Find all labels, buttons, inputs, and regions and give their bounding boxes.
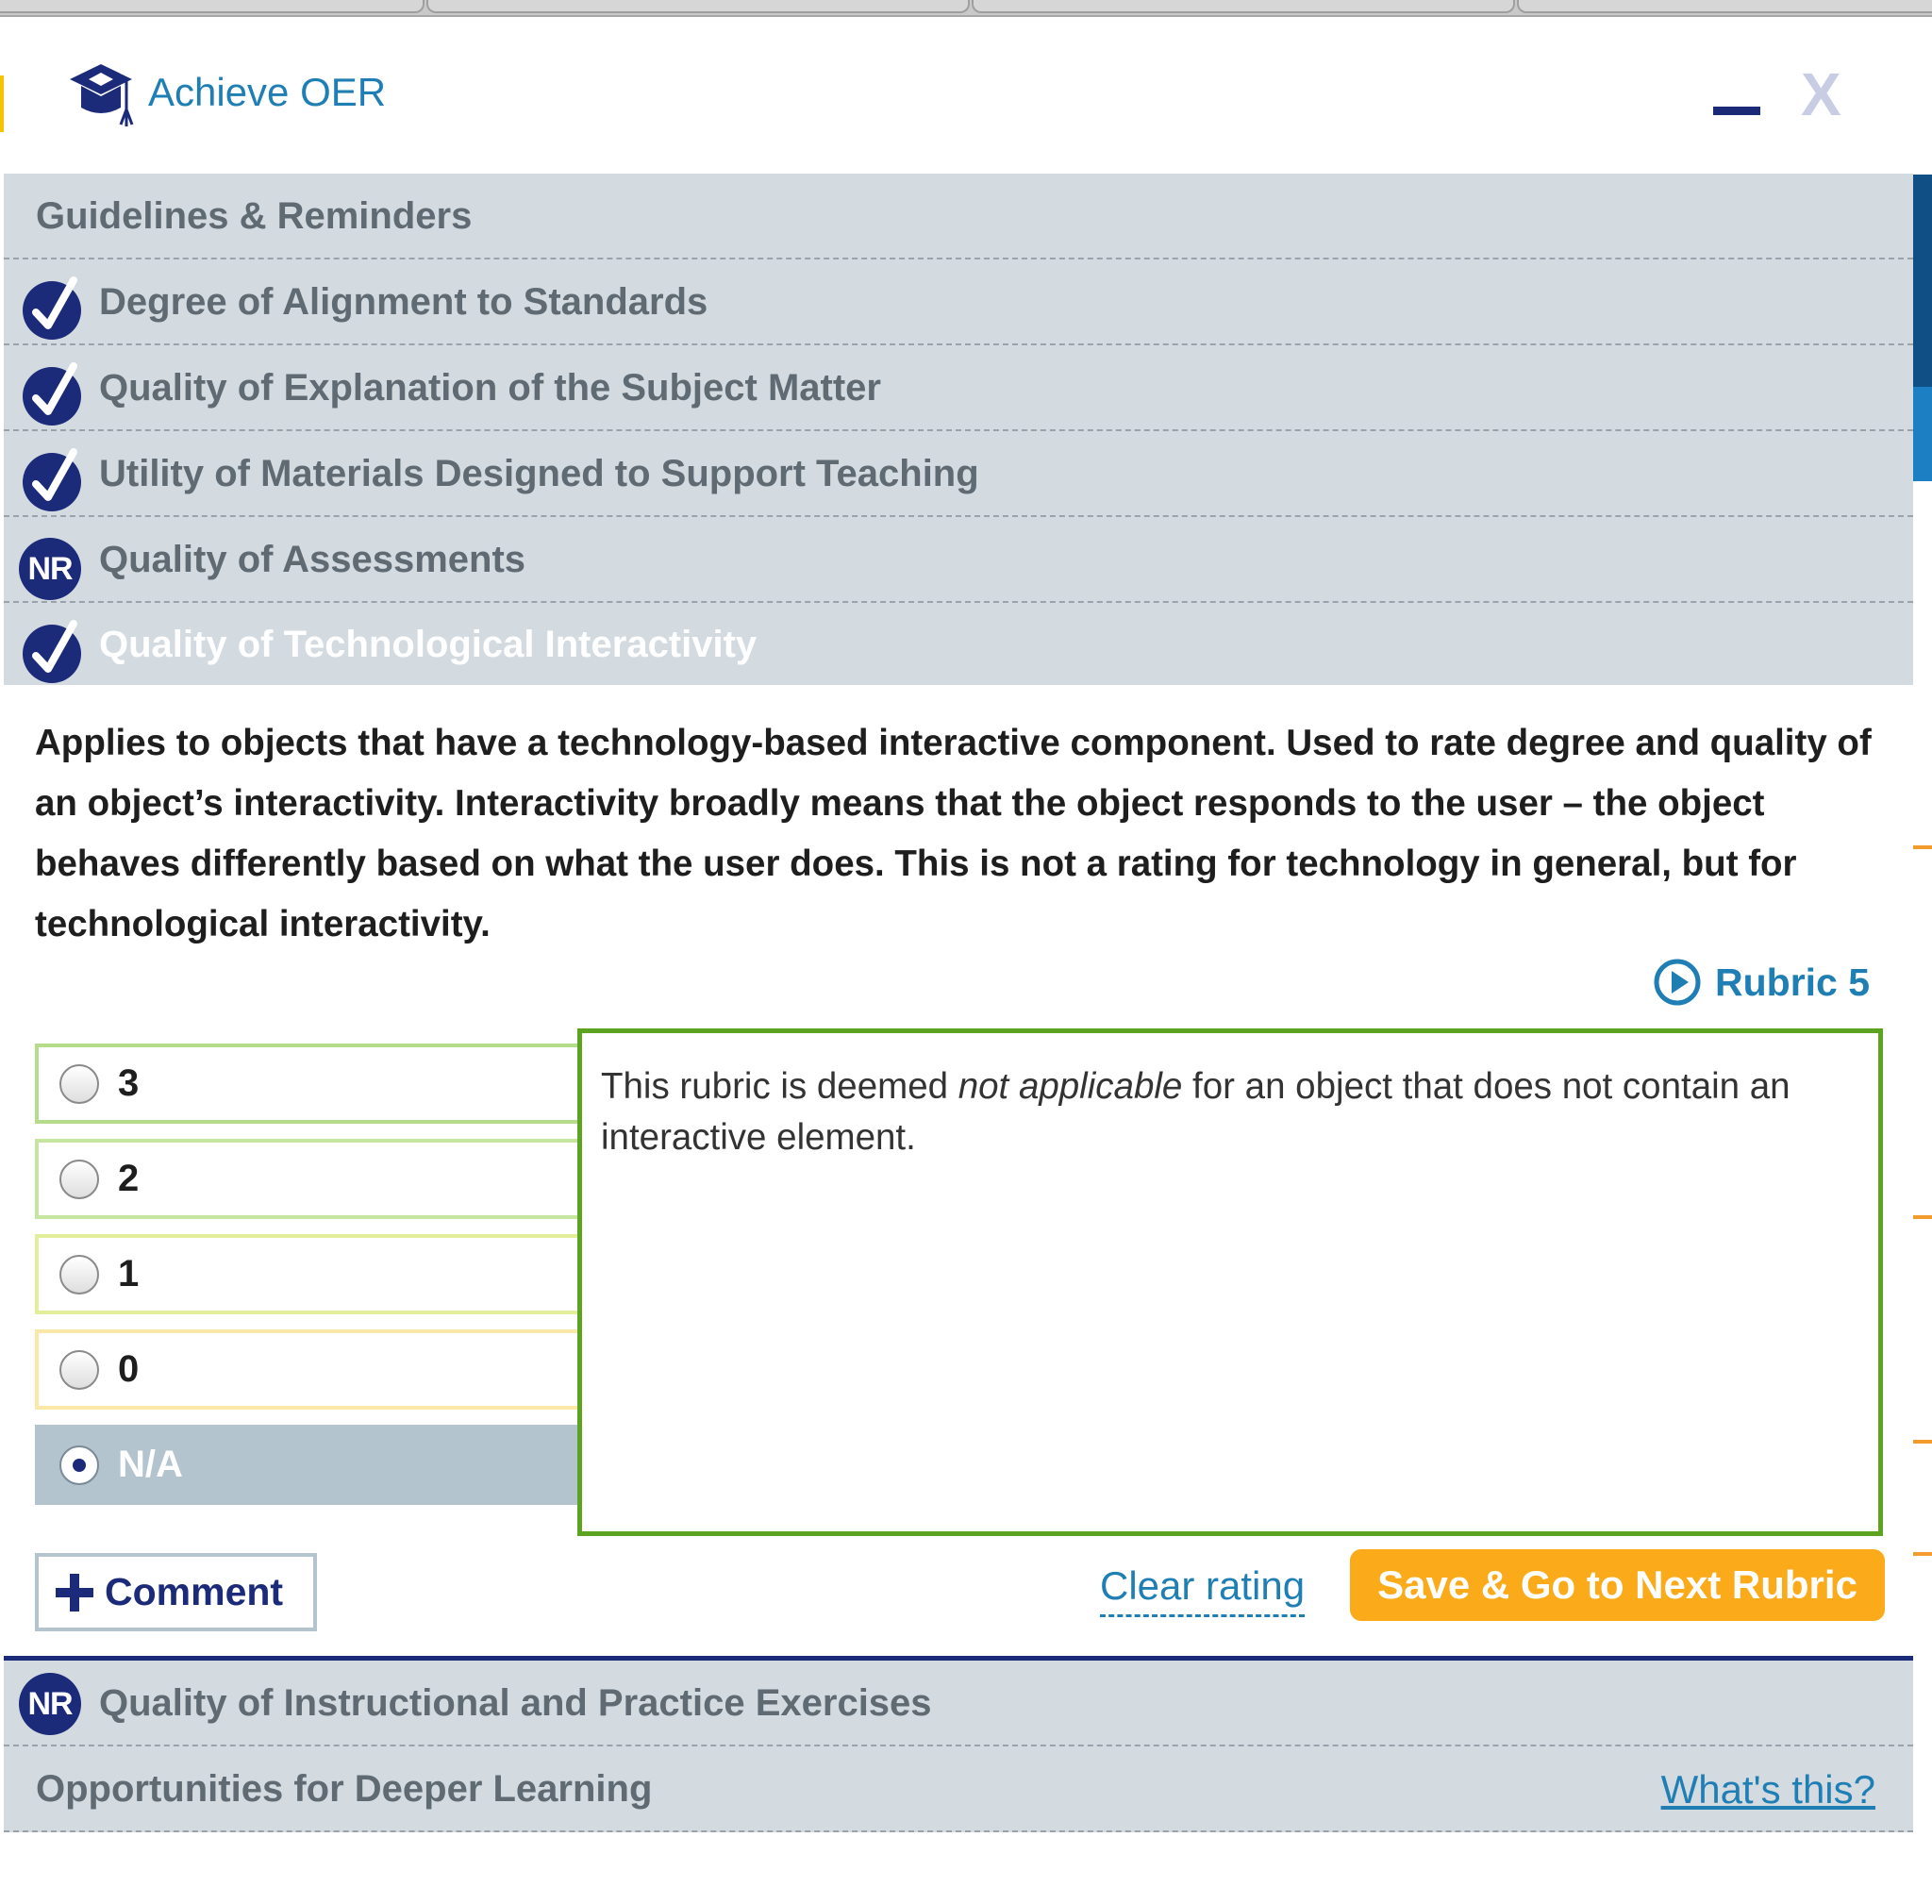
section-label: Quality of Assessments xyxy=(99,539,526,580)
radio-button[interactable] xyxy=(59,1255,99,1294)
browser-tab-strip xyxy=(0,0,1932,17)
rating-option-3[interactable] xyxy=(35,1044,591,1124)
radio-button[interactable] xyxy=(59,1160,99,1199)
rating-option-na[interactable] xyxy=(35,1425,591,1505)
plus-icon xyxy=(56,1574,93,1612)
not-rated-badge: NR xyxy=(19,538,81,600)
save-next-button[interactable]: Save & Go to Next Rubric xyxy=(1350,1549,1885,1621)
whats-this-link[interactable]: What's this? xyxy=(1660,1767,1875,1812)
rating-option-label: 2 xyxy=(118,1158,140,1199)
minimize-button[interactable] xyxy=(1713,107,1760,115)
rating-option-1[interactable] xyxy=(35,1234,591,1314)
background-divider xyxy=(1913,1552,1932,1556)
browser-tab[interactable] xyxy=(972,0,1515,13)
browser-tab[interactable] xyxy=(426,0,970,13)
section-interactivity[interactable] xyxy=(4,603,1913,686)
background-banner-light xyxy=(1913,387,1932,481)
graduation-cap-icon xyxy=(68,60,134,128)
rating-option-2[interactable] xyxy=(35,1139,591,1219)
tooltip-text xyxy=(601,1061,1865,1163)
checkmark-circle-icon xyxy=(19,446,85,512)
rubric-label: Rubric 5 xyxy=(1715,960,1871,1004)
checkmark-circle-icon xyxy=(19,360,85,426)
section-deeper-learning[interactable] xyxy=(4,1746,1913,1832)
radio-button[interactable] xyxy=(59,1064,99,1104)
background-divider xyxy=(1913,1440,1932,1444)
checkmark-circle-icon xyxy=(19,275,85,341)
section-label: Utility of Materials Designed to Support Teaching xyxy=(99,453,979,494)
radio-button[interactable] xyxy=(59,1350,99,1390)
section-label: Quality of Explanation of the Subject Matter xyxy=(99,367,881,409)
modal-header xyxy=(4,17,1913,174)
play-circle-icon xyxy=(1653,958,1702,1007)
tooltip-text-before: This rubric is deemed xyxy=(601,1066,958,1107)
rubric-panel xyxy=(4,685,1913,1640)
rating-option-0[interactable] xyxy=(35,1329,591,1410)
rubric-accordion xyxy=(4,174,1913,686)
section-alignment[interactable] xyxy=(4,259,1913,345)
tooltip-text-after: for an object that does not contain an interactive element. xyxy=(601,1066,1790,1158)
checkmark-circle-icon xyxy=(19,618,85,684)
rating-modal xyxy=(4,17,1913,1904)
section-label: Quality of Technological Interactivity xyxy=(99,624,758,665)
rating-tooltip xyxy=(577,1028,1883,1536)
add-comment-button[interactable] xyxy=(35,1553,317,1631)
rubric-description: Applies to objects that have a technology-based interactive component. Used to rate degree and quality of an object’s interactivity. Interactivity broadly means that the object responds to the user – the object behaves differently based on what the user does. This is not a rating for technology in general, but for technological interactivity. xyxy=(35,723,1872,944)
rating-option-label: 0 xyxy=(118,1348,140,1390)
section-label: Guidelines & Reminders xyxy=(36,195,473,237)
background-divider xyxy=(1913,1215,1932,1219)
section-label: Opportunities for Deeper Learning xyxy=(36,1768,653,1810)
section-assessments[interactable] xyxy=(4,517,1913,603)
rating-options xyxy=(35,1044,591,1520)
clear-rating-link[interactable]: Clear rating xyxy=(1100,1558,1305,1617)
section-utility[interactable] xyxy=(4,431,1913,517)
browser-tab[interactable] xyxy=(1517,0,1932,13)
not-rated-badge: NR xyxy=(19,1673,81,1735)
rating-option-label: 3 xyxy=(118,1062,140,1104)
tooltip-text-emphasis: not applicable xyxy=(958,1066,1183,1107)
app-title: Achieve OER xyxy=(148,70,387,114)
rating-option-label: N/A xyxy=(118,1444,183,1485)
section-guidelines[interactable] xyxy=(4,174,1913,259)
close-button[interactable]: X xyxy=(1801,60,1841,128)
section-explanation[interactable] xyxy=(4,345,1913,431)
comment-label: Comment xyxy=(105,1570,284,1613)
rating-option-label: 1 xyxy=(118,1253,140,1294)
background-divider xyxy=(1913,845,1932,849)
rubric-accordion-lower xyxy=(4,1661,1913,1832)
section-exercises[interactable] xyxy=(4,1661,1913,1746)
section-label: Degree of Alignment to Standards xyxy=(99,281,708,323)
radio-button-selected[interactable] xyxy=(59,1445,99,1485)
section-label: Quality of Instructional and Practice Exercises xyxy=(99,1682,932,1724)
browser-tab[interactable] xyxy=(0,0,425,13)
